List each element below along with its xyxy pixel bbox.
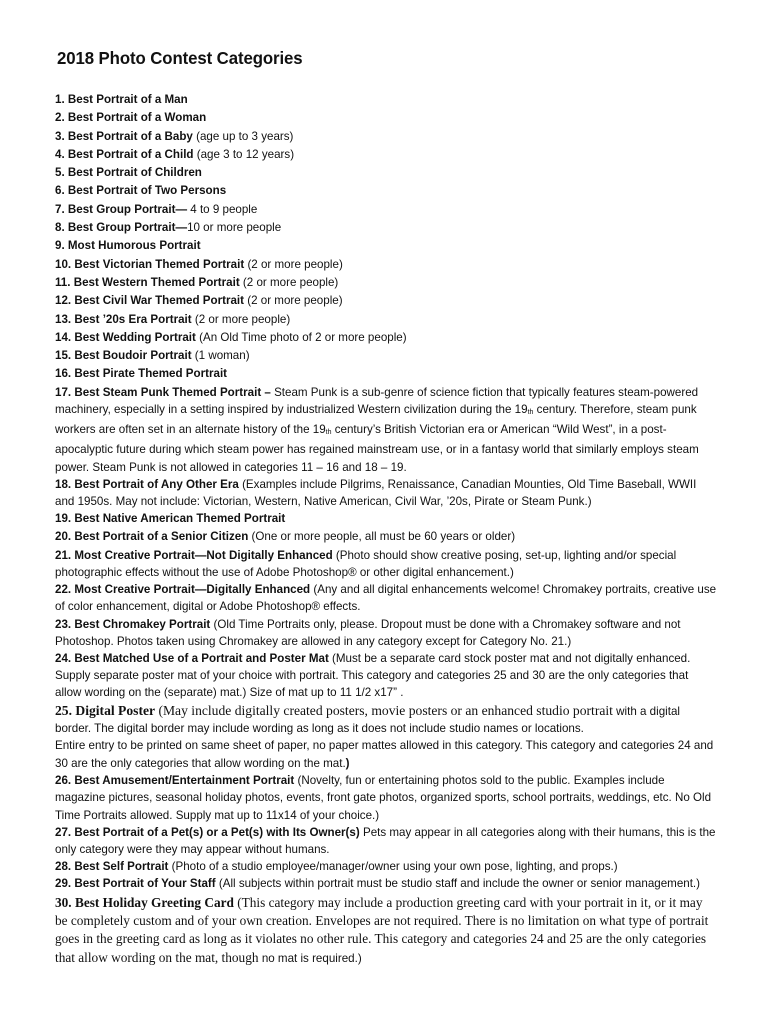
- category-item: [55, 858, 717, 875]
- category-desc: (2 or more people): [239, 275, 339, 289]
- category-label: 4. Best Portrait of a Child: [55, 147, 194, 161]
- category-item: [55, 109, 717, 127]
- closing-paren: ): [345, 756, 350, 770]
- category-desc: (2 or more people): [191, 312, 291, 326]
- category-label: 9. Most Humorous Portrait: [55, 239, 201, 253]
- category-desc: century’s British Victorian era or American “Wild West”, in a post-apocalyptic future during which steam power has regained mainstream use, or in a fantasy world that similarly employs steam power. Steam Punk is not allowed in categories 11 – 16 and 18 – 19.: [55, 423, 699, 474]
- category-item: [55, 702, 717, 773]
- category-item: [55, 384, 717, 476]
- category-item: [55, 616, 717, 650]
- category-label: 21. Most Creative Portrait—Not Digitally Enhanced: [55, 548, 333, 562]
- category-item: [55, 201, 717, 219]
- category-label: 10. Best Victorian Themed Portrait: [55, 257, 245, 271]
- category-item: [55, 894, 717, 969]
- ordinal-suffix: th: [527, 408, 534, 416]
- category-desc: (This category may include a production greeting card with your portrait in it, or it may be completely custom and of your own creation. Envelopes are not required. There is no limitation on what type of portrait goes in the greeting card as long as it violates no other rule. This category and categories 24 and 25 are the only categories that allow wording on the mat, though: [55, 894, 709, 965]
- category-desc: (1 woman): [191, 349, 250, 363]
- category-item: [55, 91, 717, 109]
- category-label: 5. Best Portrait of Children: [55, 166, 202, 180]
- ordinal-suffix: th: [325, 429, 332, 437]
- category-label: 11. Best Western Themed Portrait: [55, 275, 240, 289]
- category-item: [55, 256, 717, 274]
- category-label: 14. Best Wedding Portrait: [55, 330, 196, 344]
- category-desc: 10 or more people: [187, 221, 282, 235]
- category-item: [55, 772, 717, 824]
- category-desc: (Any and all digital enhancements welcome! Chromakey portraits, creative use of color enhancement, digital or Adobe Photoshop® effects.: [55, 583, 717, 614]
- category-label: 12. Best Civil War Themed Portrait: [55, 294, 244, 308]
- category-item: [55, 875, 717, 892]
- category-item: [55, 274, 717, 292]
- category-label: 15. Best Boudoir Portrait: [55, 349, 192, 363]
- category-label: 28. Best Self Portrait: [55, 860, 169, 874]
- category-desc: (age up to 3 years): [192, 129, 294, 143]
- category-label: 6. Best Portrait of Two Persons: [55, 184, 227, 198]
- category-desc: century. Therefore, steam punk workers are often set in an alternate history of the 19: [55, 402, 697, 437]
- category-label: 7. Best Group Portrait—: [55, 202, 188, 216]
- category-label: 25. Digital Poster: [55, 702, 156, 718]
- category-item: [55, 476, 717, 510]
- category-desc: (2 or more people): [244, 257, 343, 271]
- category-desc: Entire entry to be printed on same sheet of paper, no paper mattes allowed in this category. This category and categories 24 and 30 are the only categories that allow wording on the mat.: [55, 739, 714, 770]
- category-label: 19. Best Native American Themed Portrait: [55, 512, 286, 526]
- page-title: 2018 Photo Contest Categories: [57, 48, 303, 68]
- category-label: 23. Best Chromakey Portrait: [55, 617, 211, 631]
- category-desc: (Old Time Portraits only, please. Dropout must be done with a Chromakey software and not Photoshop. Photos taken using Chromakey are allowed in any category except for Category No. 21.): [55, 617, 681, 648]
- category-item: [55, 311, 717, 329]
- category-label: 3. Best Portrait of a Baby: [55, 129, 193, 143]
- category-desc: (Photo of a studio employee/manager/owner using your own pose, lighting, and props.): [168, 860, 618, 874]
- category-label: 18. Best Portrait of Any Other Era: [55, 477, 239, 491]
- category-item: [55, 347, 717, 365]
- category-label: 30. Best Holiday Greeting Card: [55, 894, 234, 910]
- category-label: 29. Best Portrait of Your Staff: [55, 877, 216, 891]
- category-item: [55, 292, 717, 310]
- category-desc: Pets may appear in all categories along with their humans, this is the only category were they may appear without humans.: [55, 825, 716, 857]
- category-label: 2. Best Portrait of a Woman: [55, 111, 207, 125]
- category-item: [55, 510, 717, 528]
- category-item: [55, 329, 717, 347]
- category-label: 27. Best Portrait of a Pet(s) or a Pet(s) with Its Owner(s): [55, 825, 360, 839]
- category-item: [55, 528, 717, 546]
- category-label: 13. Best ’20s Era Portrait: [55, 312, 192, 326]
- category-label: 26. Best Amusement/Entertainment Portrait: [55, 774, 295, 788]
- category-desc: 4 to 9 people: [187, 202, 258, 216]
- category-desc: (Photo should show creative posing, set-up, lighting and/or special photographic effects without the use of Adobe Photoshop® or other digital enhancement.): [55, 548, 677, 579]
- category-item: [55, 182, 717, 200]
- category-item: [55, 128, 717, 146]
- category-label: 24. Best Matched Use of a Portrait and Poster Mat: [55, 651, 329, 665]
- category-item: [55, 824, 717, 858]
- category-desc: (Novelty, fun or entertaining photos sold to the public. Examples include magazine pictures, seasonal holiday photos, events, front gate photos, organized sports, school portraits, weddings, etc. No Old Time Portraits allowed. Supply mat up to 11x14 of your choice.): [55, 774, 712, 822]
- category-desc: (An Old Time photo of 2 or more people): [195, 330, 407, 344]
- category-desc: Steam Punk is a sub-genre of science fiction that typically features steam-powered machinery, especially in a setting inspired by industrialized Western civilization during the 19: [55, 385, 699, 416]
- category-desc: (2 or more people): [244, 294, 343, 308]
- category-item: [55, 164, 717, 182]
- category-label: 8. Best Group Portrait—: [55, 221, 188, 235]
- document-page: [55, 48, 717, 968]
- category-item: [55, 581, 717, 615]
- category-label: 20. Best Portrait of a Senior Citizen: [55, 530, 249, 544]
- category-item: [55, 146, 717, 164]
- category-item: [55, 365, 717, 383]
- category-item: [55, 219, 717, 237]
- category-label: 1. Best Portrait of a Man: [55, 93, 188, 106]
- category-desc: (Must be a separate card stock poster mat and not digitally enhanced. Supply separate poster mat of your choice with portrait. This category and categories 25 and 30 are the only categories that allow wording on the (separate) mat.) Size of mat up to 11 1/2 x17” .: [55, 651, 691, 700]
- category-label: 16. Best Pirate Themed Portrait: [55, 367, 228, 381]
- category-desc: (May include digitally created posters, movie posters or an enhanced studio portrait: [155, 702, 613, 718]
- category-desc: (All subjects within portrait must be studio staff and include the owner or senior management.): [215, 877, 701, 891]
- category-item: [55, 650, 717, 702]
- category-label: 22. Most Creative Portrait—Digitally Enhanced: [55, 583, 311, 597]
- category-desc: (One or more people, all must be 60 years or older): [248, 530, 516, 544]
- category-list: [55, 91, 717, 968]
- category-item: [55, 547, 717, 581]
- category-item: [55, 237, 717, 255]
- category-desc: (Examples include Pilgrims, Renaissance, Canadian Mounties, Old Time Baseball, WWII and 1950s. May not include: Victorian, Western, Native American, Civil War, ’20s, Pirate or Steam Punk.): [55, 477, 697, 508]
- category-desc: (age 3 to 12 years): [193, 147, 295, 161]
- category-desc: no mat is required.): [261, 951, 362, 965]
- category-desc: with a digital border. The digital border may include wording as long as it does not include studio names or locations.: [55, 704, 680, 735]
- category-label: 17. Best Steam Punk Themed Portrait –: [55, 385, 271, 399]
